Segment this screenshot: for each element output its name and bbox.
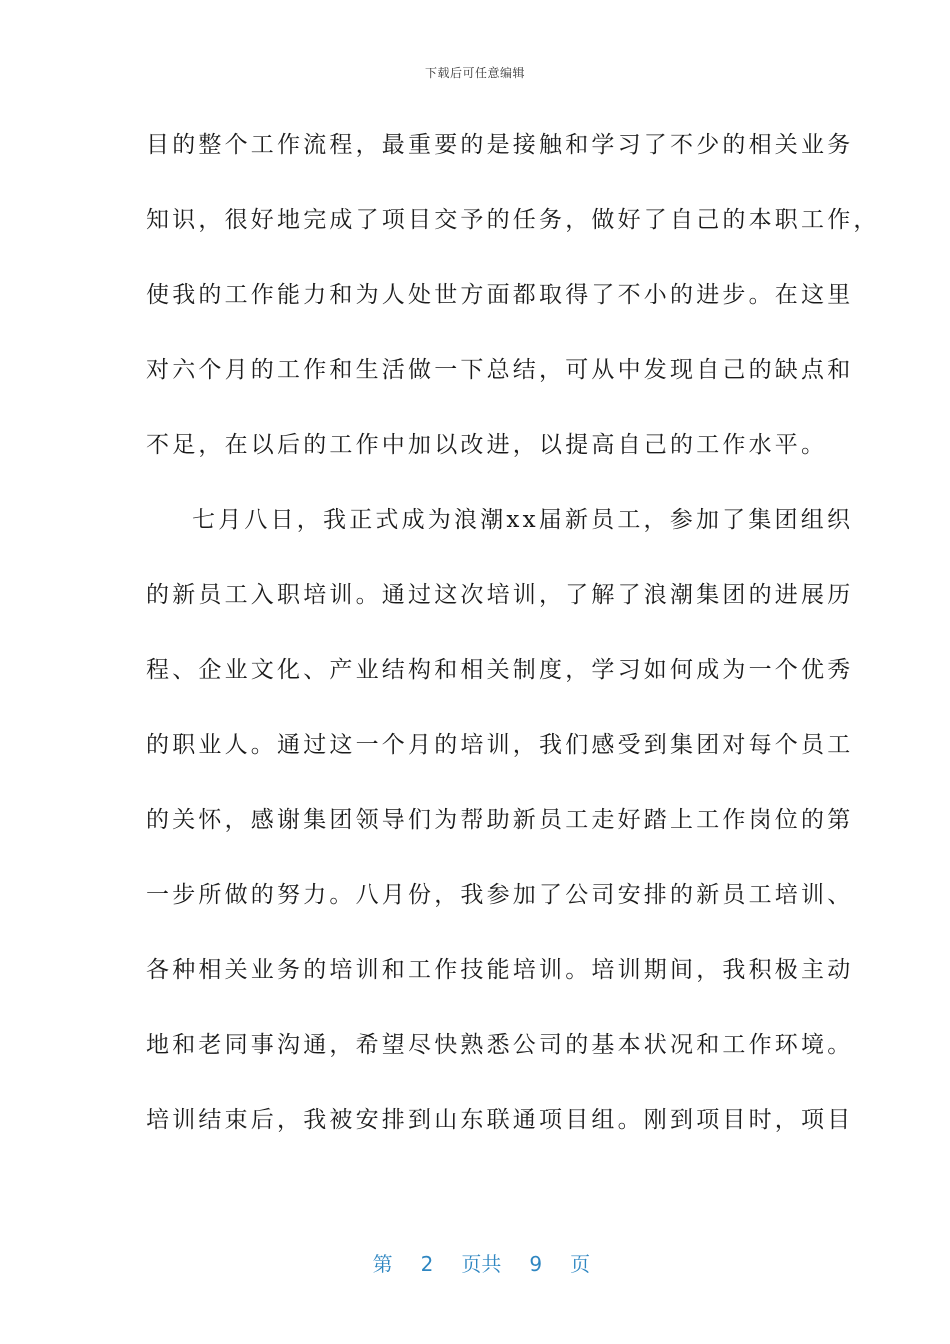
body-line-14: 培训结束后，我被安排到山东联通项目组。刚到项目时，项目: [146, 1107, 854, 1133]
body-line-11: 一步所做的努力。八月份，我参加了公司安排的新员工培训、: [146, 882, 854, 908]
total-pages-number: 9: [529, 1252, 543, 1276]
document-body: [146, 126, 880, 1176]
body-line-12: 各种相关业务的培训和工作技能培训。培训期间，我积极主动: [146, 957, 854, 983]
page-footer: [0, 1224, 950, 1277]
footer-prefix: 第: [372, 1252, 393, 1276]
body-line-2: 知识，很好地完成了项目交予的任务，做好了自己的本职工作，: [146, 207, 880, 233]
body-line-9: 的职业人。通过这一个月的培训，我们感受到集团对每个员工: [146, 732, 854, 758]
body-line-1: 目的整个工作流程，最重要的是接触和学习了不少的相关业务: [146, 132, 854, 158]
body-line-13: 地和老同事沟通，希望尽快熟悉公司的基本状况和工作环境。: [146, 1032, 854, 1058]
body-line-4: 对六个月的工作和生活做一下总结，可从中发现自己的缺点和: [146, 357, 854, 383]
body-line-5: 不足，在以后的工作中加以改进，以提高自己的工作水平。: [146, 432, 828, 458]
footer-middle: 页共: [461, 1252, 502, 1276]
body-line-8: 程、企业文化、产业结构和相关制度，学习如何成为一个优秀: [146, 657, 854, 683]
body-line-3: 使我的工作能力和为人处世方面都取得了不小的进步。在这里: [146, 282, 854, 308]
body-line-10: 的关怀，感谢集团领导们为帮助新员工走好踏上工作岗位的第: [146, 807, 854, 833]
body-line-7: 的新员工入职培训。通过这次培训，了解了浪潮集团的进展历: [146, 582, 854, 608]
body-line-6: 七月八日，我正式成为浪潮xx届新员工，参加了集团组织: [192, 507, 854, 533]
footer-suffix: 页: [570, 1252, 591, 1276]
current-page-number: 2: [420, 1252, 434, 1276]
header-note: 下载后可任意编辑: [424, 66, 525, 80]
